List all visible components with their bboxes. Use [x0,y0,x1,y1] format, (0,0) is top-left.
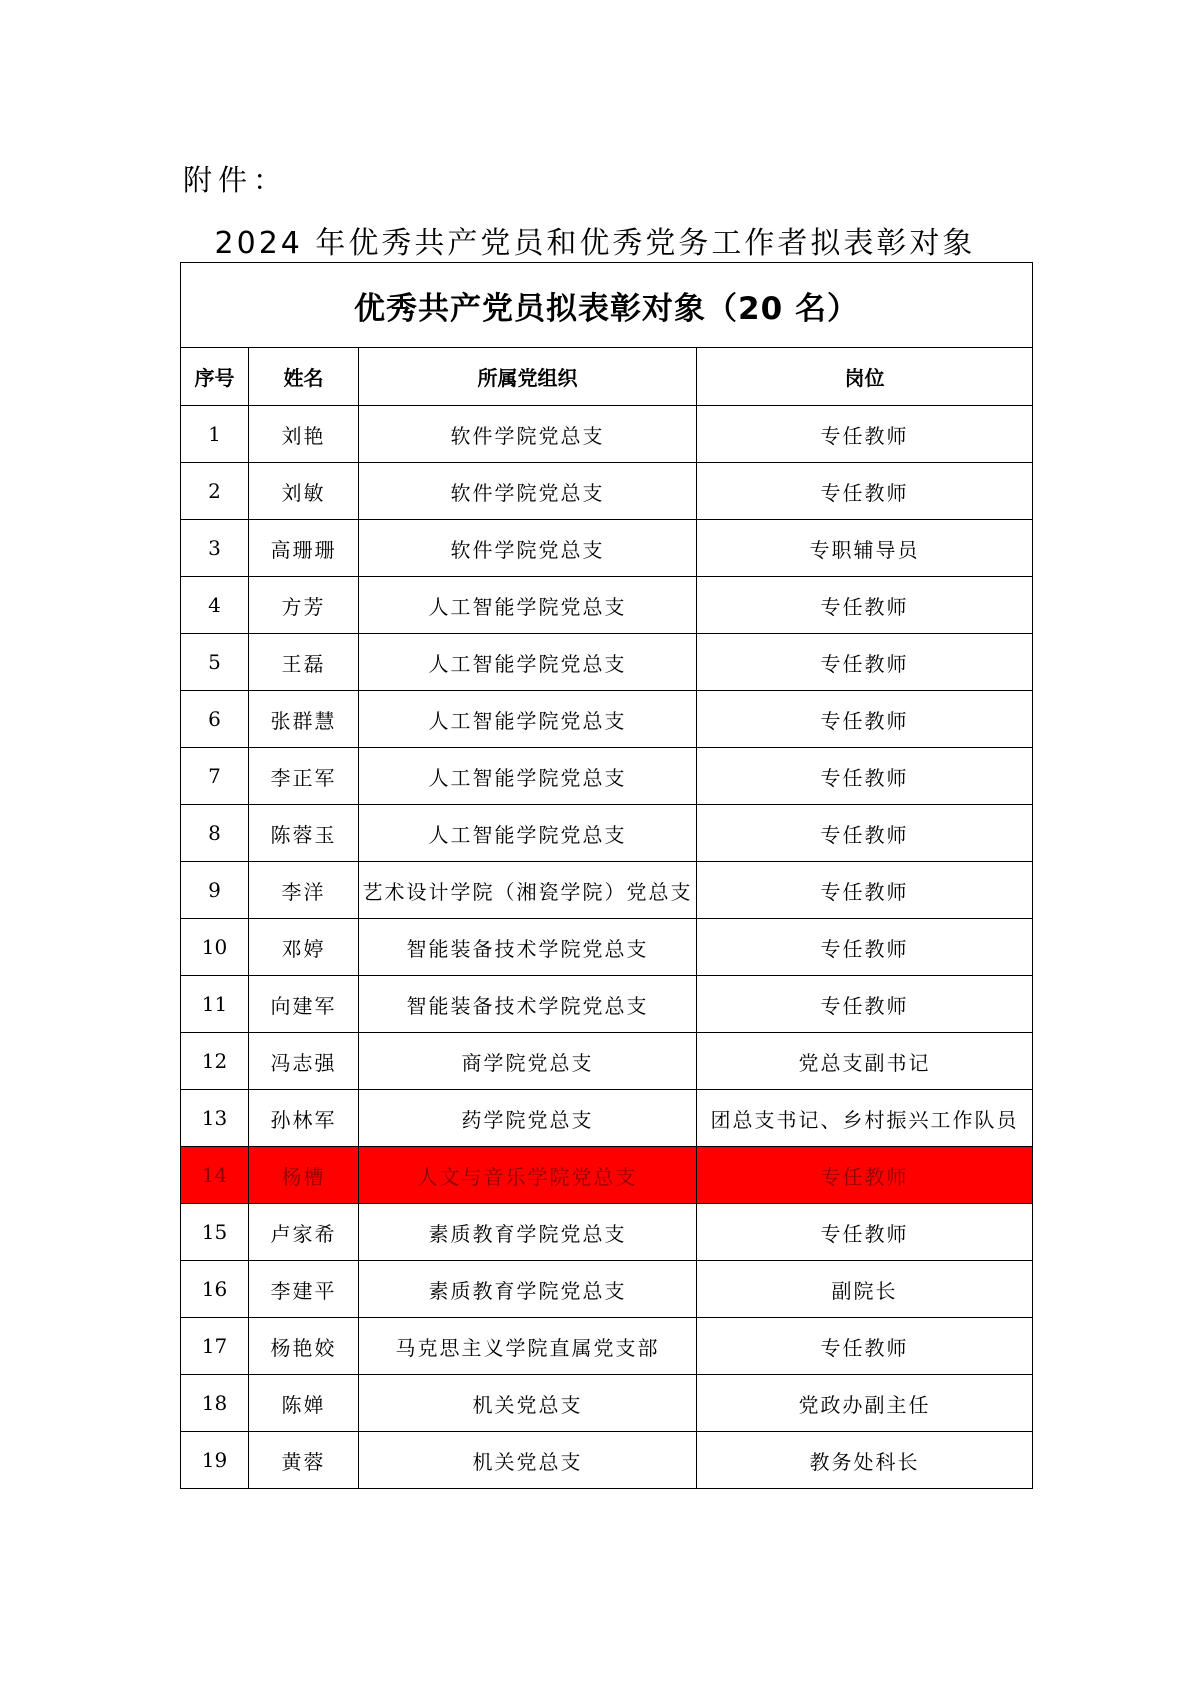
table-row [181,577,1033,634]
cell-name: 陈蓉玉 [249,805,359,862]
cell-organization: 人工智能学院党总支 [359,634,697,691]
cell-name: 高珊珊 [249,520,359,577]
cell-index: 9 [181,862,249,919]
cell-name: 黄蓉 [249,1432,359,1489]
cell-name: 张群慧 [249,691,359,748]
cell-position: 专任教师 [697,406,1033,463]
cell-organization: 机关党总支 [359,1375,697,1432]
table-caption: 优秀共产党员拟表彰对象（20 名） [181,263,1033,348]
table-row [181,1375,1033,1432]
table-row [181,406,1033,463]
table-row [181,1261,1033,1318]
cell-index: 8 [181,805,249,862]
cell-index: 17 [181,1318,249,1375]
cell-name: 李正军 [249,748,359,805]
cell-position: 专任教师 [697,1147,1033,1204]
cell-organization: 机关党总支 [359,1432,697,1489]
cell-organization: 软件学院党总支 [359,406,697,463]
cell-position: 专任教师 [697,748,1033,805]
cell-name: 杨艳姣 [249,1318,359,1375]
document-title: 2024 年优秀共产党员和优秀党务工作者拟表彰对象 [214,226,976,261]
cell-name: 杨槽 [249,1147,359,1204]
header-name: 姓名 [249,348,359,406]
table-row [181,919,1033,976]
header-index: 序号 [181,348,249,406]
table-row [181,862,1033,919]
table-row-highlighted [181,1147,1033,1204]
cell-index: 16 [181,1261,249,1318]
table-row [181,976,1033,1033]
table-row [181,748,1033,805]
cell-position: 专任教师 [697,463,1033,520]
cell-organization: 艺术设计学院（湘瓷学院）党总支 [359,862,697,919]
cell-position: 教务处科长 [697,1432,1033,1489]
table-row [181,520,1033,577]
cell-index: 12 [181,1033,249,1090]
cell-organization: 药学院党总支 [359,1090,697,1147]
cell-organization: 商学院党总支 [359,1033,697,1090]
cell-position: 专任教师 [697,919,1033,976]
table-row [181,1033,1033,1090]
cell-index: 18 [181,1375,249,1432]
cell-organization: 人工智能学院党总支 [359,805,697,862]
cell-name: 陈婵 [249,1375,359,1432]
cell-organization: 素质教育学院党总支 [359,1204,697,1261]
cell-position: 党总支副书记 [697,1033,1033,1090]
cell-organization: 人工智能学院党总支 [359,691,697,748]
cell-index: 11 [181,976,249,1033]
cell-organization: 软件学院党总支 [359,520,697,577]
cell-position: 专任教师 [697,691,1033,748]
table-row [181,463,1033,520]
cell-index: 14 [181,1147,249,1204]
cell-organization: 人工智能学院党总支 [359,577,697,634]
cell-index: 10 [181,919,249,976]
attachment-label: 附件： [183,163,289,197]
cell-organization: 智能装备技术学院党总支 [359,919,697,976]
table-row [181,1318,1033,1375]
cell-position: 专职辅导员 [697,520,1033,577]
cell-index: 4 [181,577,249,634]
cell-position: 团总支书记、乡村振兴工作队员 [697,1090,1033,1147]
cell-position: 专任教师 [697,577,1033,634]
cell-name: 孙林军 [249,1090,359,1147]
cell-position: 专任教师 [697,805,1033,862]
cell-index: 7 [181,748,249,805]
cell-index: 19 [181,1432,249,1489]
table-row [181,1204,1033,1261]
cell-position: 专任教师 [697,634,1033,691]
table-row [181,1432,1033,1489]
cell-organization: 软件学院党总支 [359,463,697,520]
cell-index: 2 [181,463,249,520]
honoree-table [180,262,1033,1489]
cell-organization: 智能装备技术学院党总支 [359,976,697,1033]
cell-position: 副院长 [697,1261,1033,1318]
cell-index: 1 [181,406,249,463]
cell-name: 冯志强 [249,1033,359,1090]
cell-name: 向建军 [249,976,359,1033]
cell-position: 专任教师 [697,1204,1033,1261]
table-row [181,691,1033,748]
table-header-row [181,348,1033,406]
table-caption-row [181,263,1033,348]
cell-name: 方芳 [249,577,359,634]
cell-index: 15 [181,1204,249,1261]
header-position: 岗位 [697,348,1033,406]
cell-index: 6 [181,691,249,748]
cell-index: 13 [181,1090,249,1147]
cell-name: 李洋 [249,862,359,919]
header-organization: 所属党组织 [359,348,697,406]
cell-organization: 人文与音乐学院党总支 [359,1147,697,1204]
cell-position: 专任教师 [697,1318,1033,1375]
cell-name: 刘敏 [249,463,359,520]
cell-position: 专任教师 [697,862,1033,919]
table-row [181,805,1033,862]
cell-name: 邓婷 [249,919,359,976]
cell-position: 专任教师 [697,976,1033,1033]
cell-name: 刘艳 [249,406,359,463]
cell-name: 王磊 [249,634,359,691]
cell-index: 5 [181,634,249,691]
cell-name: 卢家希 [249,1204,359,1261]
table-row [181,1090,1033,1147]
table-row [181,634,1033,691]
cell-organization: 素质教育学院党总支 [359,1261,697,1318]
cell-position: 党政办副主任 [697,1375,1033,1432]
cell-name: 李建平 [249,1261,359,1318]
cell-organization: 人工智能学院党总支 [359,748,697,805]
cell-index: 3 [181,520,249,577]
cell-organization: 马克思主义学院直属党支部 [359,1318,697,1375]
